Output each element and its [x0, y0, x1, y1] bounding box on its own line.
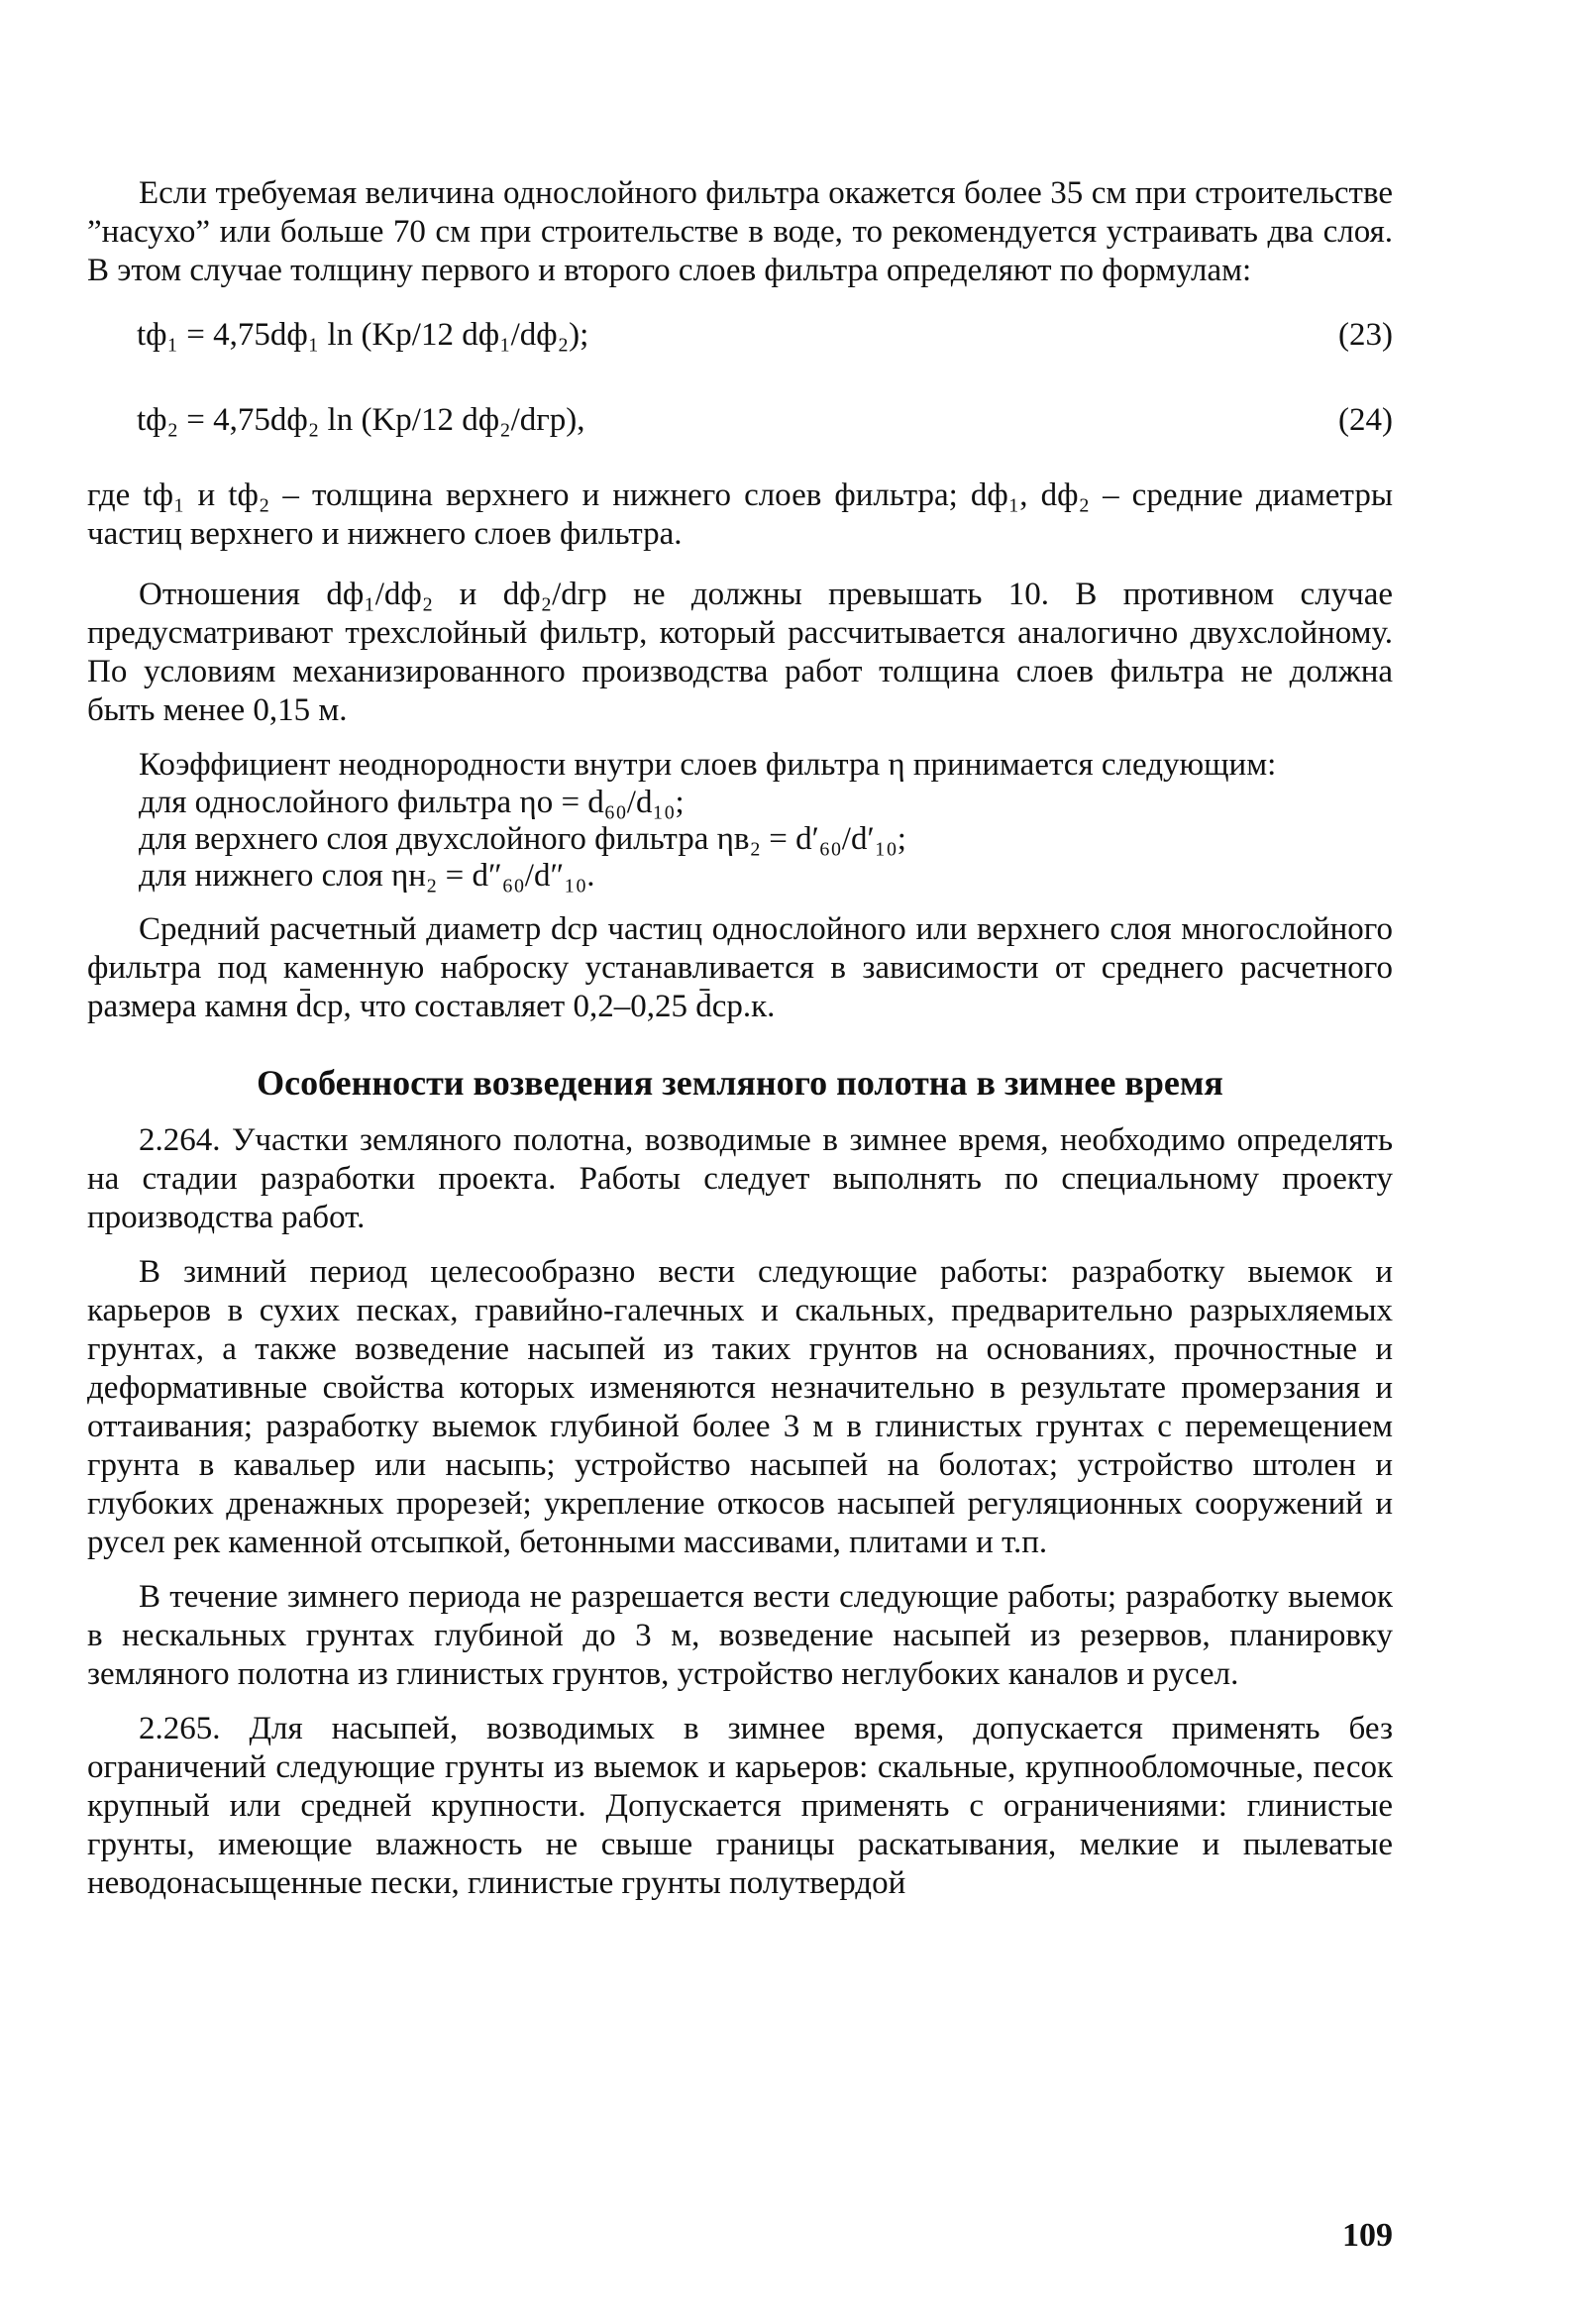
formula-24	[87, 395, 1393, 461]
page-number: 109	[1342, 2217, 1393, 2254]
paragraph-coefficient-intro: Коэффициент неоднородности внутри слоев фильтра η принимается следующим:	[139, 747, 1277, 783]
paragraph-2-265	[87, 1710, 1393, 1903]
clause-number: 2.264.	[139, 1122, 221, 1158]
paragraph-winter-allowed: В зимний период целесообразно вести следующие работы: разработку выемок и карьеров в сухих песках, гравийно-галечных и скальных, предварительно разрыхляемых грунтах, а также возведение насыпей из таких грунтов на основаниях, прочностные и деформативные свойства которых изменяются незначительно в результате промерзания и оттаивания; разработку выемок глубиной более 3 м в глинистых грунтах с перемещением грунта в кавальер или насыпь; устройство насыпей на болотах; устройство штолен и глубоких дренажных прорезей; укрепление откосов насыпей регуляционных сооружений и русел рек каменной отсыпкой, бетонными массивами, плитами и т.п.	[87, 1254, 1393, 1560]
paragraph-ratios: Отношения dф₁/dф₂ и dф₂/dгр не должны превышать 10. В противном случае предусматривают трехслойный фильтр, который рассчитывается аналогично двухслойному. По условиям механизированного производства работ толщина слоев фильтра не должна быть менее 0,15 м.	[87, 577, 1393, 728]
clause-text: Участки земляного полотна, возводимые в зимнее время, необходимо определять на стадии разработки проекта. Работы следует выполнять по специальному проекту производства работ.	[87, 1122, 1394, 1235]
coefficient-single-layer: для однослойного фильтра ηо = d₆₀/d₁₀;	[139, 785, 685, 820]
formula-expression: tф₁ = 4,75dф₁ ln (Kр/12 dф₁/dф₂);	[137, 317, 589, 353]
page-body	[87, 174, 1393, 1903]
clause-text: Для насыпей, возводимых в зимнее время, допускается применять без ограничений следующие грунты из выемок и карьеров: скальные, крупнообломочные, песок крупный или средней крупности. Допускается применять с ограничениями: глинистые грунты, имеющие влажность не свыше границы раскатывания, мелкие и пылеватые неводонасыщенные пески, глинистые грунты полутвердой	[87, 1711, 1393, 1901]
formula-number: (23)	[1338, 317, 1393, 353]
paragraph-where: где tф₁ и tф₂ – толщина верхнего и нижнего слоев фильтра; dф₁, dф₂ – средние диаметры частиц верхнего и нижнего слоев фильтра.	[87, 477, 1393, 552]
formula-number: (24)	[1338, 402, 1393, 438]
coefficient-upper-layer: для верхнего слоя двухслойного фильтра ηв₂ = d′₆₀/d′₁₀;	[139, 821, 906, 857]
paragraph-winter-forbidden: В течение зимнего периода не разрешается вести следующие работы; разработку выемок в нескальных грунтах глубиной до 3 м, возведение насыпей из резервов, планировку земляного полотна из глинистых грунтов, устройство неглубоких каналов и русел.	[87, 1579, 1393, 1692]
formula-expression: tф₂ = 4,75dф₂ ln (Kр/12 dф₂/dгр),	[137, 402, 585, 438]
paragraph-2-264	[87, 1121, 1393, 1237]
formula-23	[87, 310, 1393, 375]
paragraph-mean-diameter: Средний расчетный диаметр dср частиц однослойного или верхнего слоя многослойного фильтра под каменную наброску устанавливается в зависимости от среднего расчетного размера камня d̄ср, что составляет 0,2–0,25 d̄ср.к.	[87, 911, 1393, 1024]
clause-number: 2.265.	[139, 1711, 221, 1746]
paragraph-intro: Если требуемая величина однослойного фильтра окажется более 35 см при строительстве ”насухо” или больше 70 см при строительстве в воде, то рекомендуется устраивать два слоя. В этом случае толщину первого и второго слоев фильтра определяют по формулам:	[87, 175, 1393, 288]
section-heading: Особенности возведения земляного полотна в зимнее время	[257, 1063, 1223, 1103]
coefficient-lower-layer: для нижнего слоя ηн₂ = d″₆₀/d″₁₀.	[139, 858, 595, 894]
